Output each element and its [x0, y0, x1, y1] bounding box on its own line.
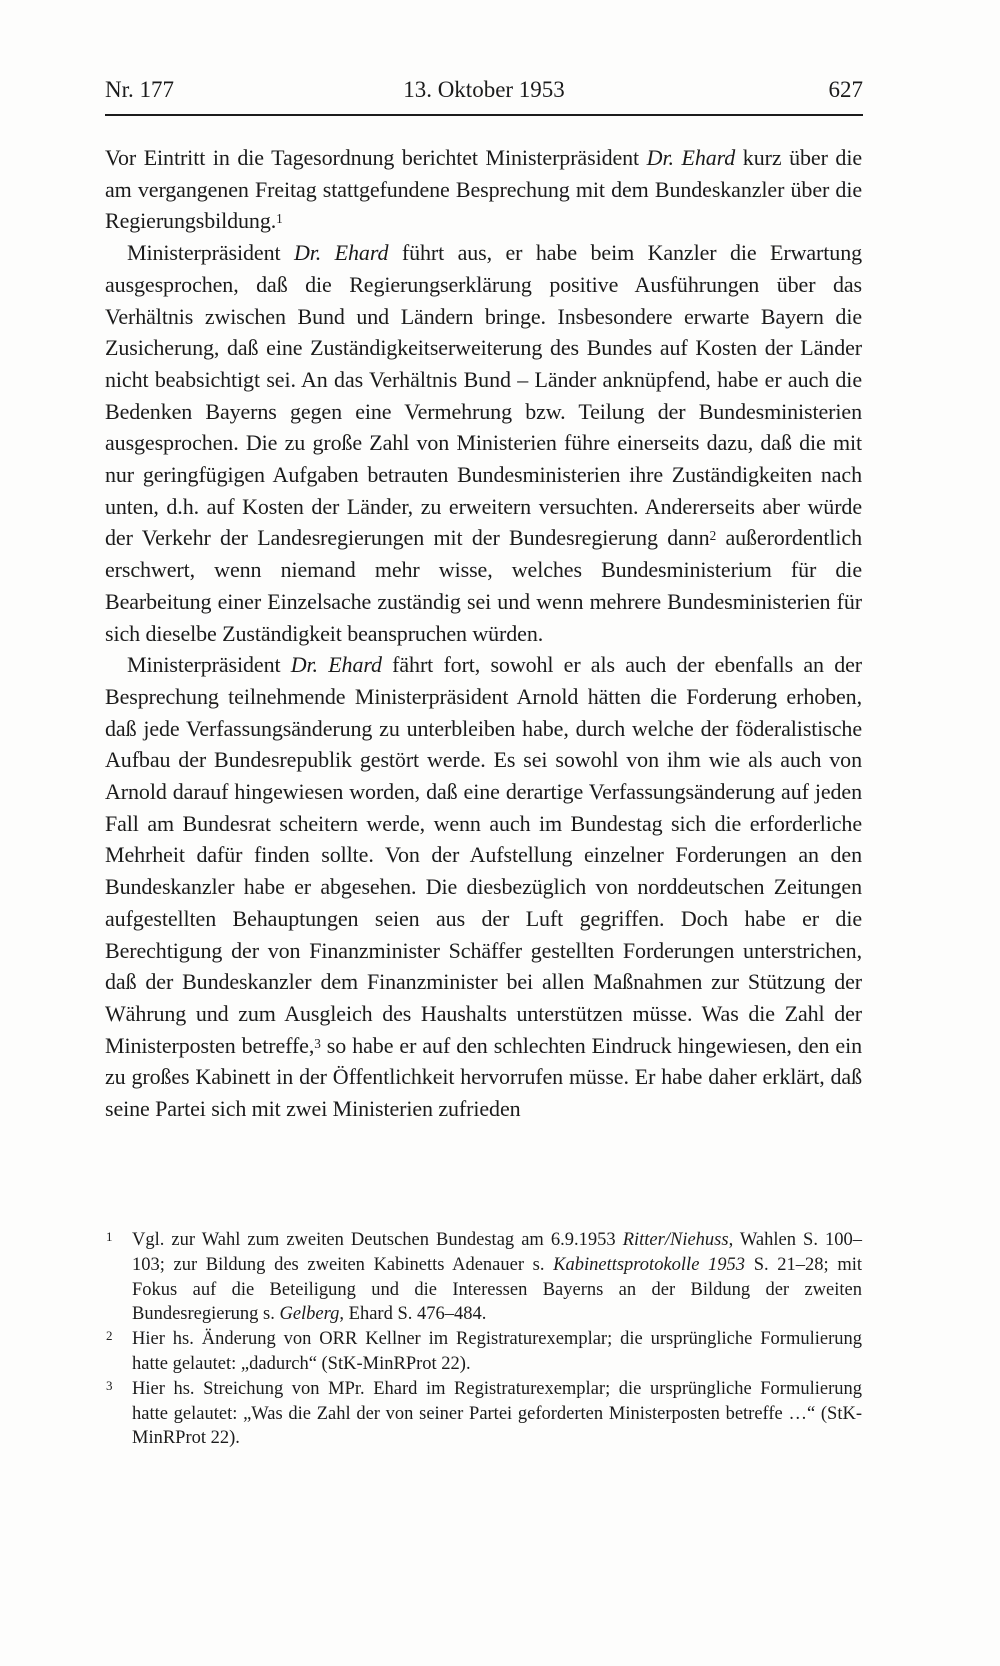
text-segment: , Ehard S. 476–484. [339, 1304, 487, 1325]
body-paragraph [105, 237, 862, 649]
text-segment: Ministerpräsident [127, 652, 291, 678]
footnote-ref: 1 [276, 211, 283, 227]
footnote [105, 1228, 862, 1327]
doc-number: Nr. 177 [105, 77, 174, 102]
footnote-number: 2 [106, 1328, 113, 1344]
text-segment: außerordentlich erschwert, wenn niemand mehr wisse, welches Bundesministerium für die Bearbeitung einer Einzelsache zuständig sei und wenn mehrere Bundesministerien für sich dieselbe Zuständigkeit beanspruchen würden. [105, 525, 862, 646]
footnote-ref: 2 [709, 528, 717, 544]
footnotes-block [105, 1228, 862, 1451]
italic-text-segment: Gelberg [279, 1304, 340, 1325]
italic-text-segment: Dr. Ehard [293, 240, 389, 266]
body-text [105, 142, 862, 1125]
text-segment: so habe er auf den schlechten Eindruck hingewiesen, den ein zu großes Kabinett in der Öffentlichkeit hervorrufen müsse. Er habe daher erklärt, daß seine Partei sich mit zwei Ministerien zufrieden [105, 1032, 863, 1122]
italic-text-segment: Dr. Ehard [290, 652, 382, 678]
body-paragraph [105, 649, 862, 1125]
footnote-text [132, 1329, 862, 1374]
text-segment: kurz über die am vergangenen Freitag stattgefundene Besprechung mit dem Bundeskanzler über die Regierungsbildung. [105, 145, 862, 234]
italic-text-segment: Dr. Ehard [646, 145, 736, 170]
text-segment: Ministerpräsident [127, 240, 294, 266]
text-segment: Vor Eintritt in die Tagesordnung berichtet Ministerpräsident [105, 145, 647, 170]
text-segment: Hier hs. Änderung von ORR Kellner im Registraturexemplar; die ursprüngliche Formulierung hatte gelautet: „dadurch“ (StK-MinRProt 22). [132, 1329, 862, 1374]
body-paragraph [105, 142, 862, 237]
footnote-text [132, 1230, 862, 1324]
footnote [105, 1377, 862, 1451]
footnote-ref: 3 [314, 1035, 321, 1051]
footnote-number: 1 [106, 1229, 113, 1244]
text-segment: fährt fort, sowohl er als auch der ebenfalls an der Besprechung teilnehmende Ministerpräsident Arnold hätten die Forderung erhoben, daß jede Verfassungsänderung zu unterbleiben habe, durch welche der föderalistische Aufbau der Bundesrepublik gestört werde. Es sei sowohl von ihm wie als auch von Arnold darauf hingewiesen worden, daß eine derartige Verfassungsänderung auf jeden Fall am Bundesrat scheitern werde, wenn auch im Bundestag sich die erforderliche Mehrheit dafür finden sollte. Von der Aufstellung einzelner Forderungen an den Bundeskanzler habe er abgesehen. Die diesbezüglich von norddeutschen Zeitungen aufgestellten Behauptungen seien aus der Luft gegriffen. Doch habe er die Berechtigung der von Finanzminister Schäffer gestellten Forderungen unterstrichen, daß der Bundeskanzler dem Finanzminister bei allen Maßnahmen zur Stützung der Währung und zum Ausgleich des Haushalts unterstützen müsse. Was die Zahl der Ministerposten betreffe, [105, 652, 862, 1058]
footnote-text [132, 1379, 862, 1449]
text-segment: , Wahlen S. 100–103; zur Bildung des zweiten Kabinetts Adenauer s. [132, 1230, 863, 1275]
text-segment: S. 21–28; mit Fokus auf die Beteiligung und die Interessen Bayerns an der Bildung der zweiten Bundesregierung s. [132, 1254, 862, 1325]
text-segment: führt aus, er habe beim Kanzler die Erwartung ausgesprochen, daß die Regierungserklärung positive Ausführungen über das Verhältnis zwischen Bund und Ländern bringe. Insbesondere erwarte Bayern die Zusicherung, daß eine Zuständigkeitserweiterung des Bundes auf Kosten der Länder nicht beabsichtigt sei. An das Verhältnis Bund – Länder anknüpfend, habe er auch die Bedenken Bayerns gegen eine Vermehrung bzw. Teilung der Bundesministerien ausgesprochen. Die zu große Zahl von Ministerien führe einerseits dazu, daß die mit nur geringfügigen Aufgaben betrauten Bundesministerien ihre Zuständigkeiten nach unten, d.h. auf Kosten der Länder, zu erweitern versuchten. Andererseits aber würde der Verkehr der Landesregierungen mit der Bundesregierung dann [105, 240, 862, 551]
page-date: 13. Oktober 1953 [403, 77, 565, 102]
running-head [105, 76, 863, 104]
footnote [105, 1327, 862, 1377]
header-rule [105, 114, 863, 116]
text-segment: Hier hs. Streichung von MPr. Ehard im Registraturexemplar; die ursprüngliche Formulierung hatte gelautet: „Was die Zahl der von seiner Partei geforderten Ministerposten betreffe …“ (StK-MinRProt 22). [132, 1378, 862, 1449]
footnote-number: 3 [106, 1377, 113, 1393]
text-segment: Vgl. zur Wahl zum zweiten Deutschen Bundestag am 6.9.1953 [132, 1230, 623, 1250]
italic-text-segment: Ritter/Niehuss [622, 1230, 729, 1250]
italic-text-segment: Kabinettsprotokolle 1953 [553, 1254, 746, 1275]
page-number: 627 [828, 77, 863, 102]
